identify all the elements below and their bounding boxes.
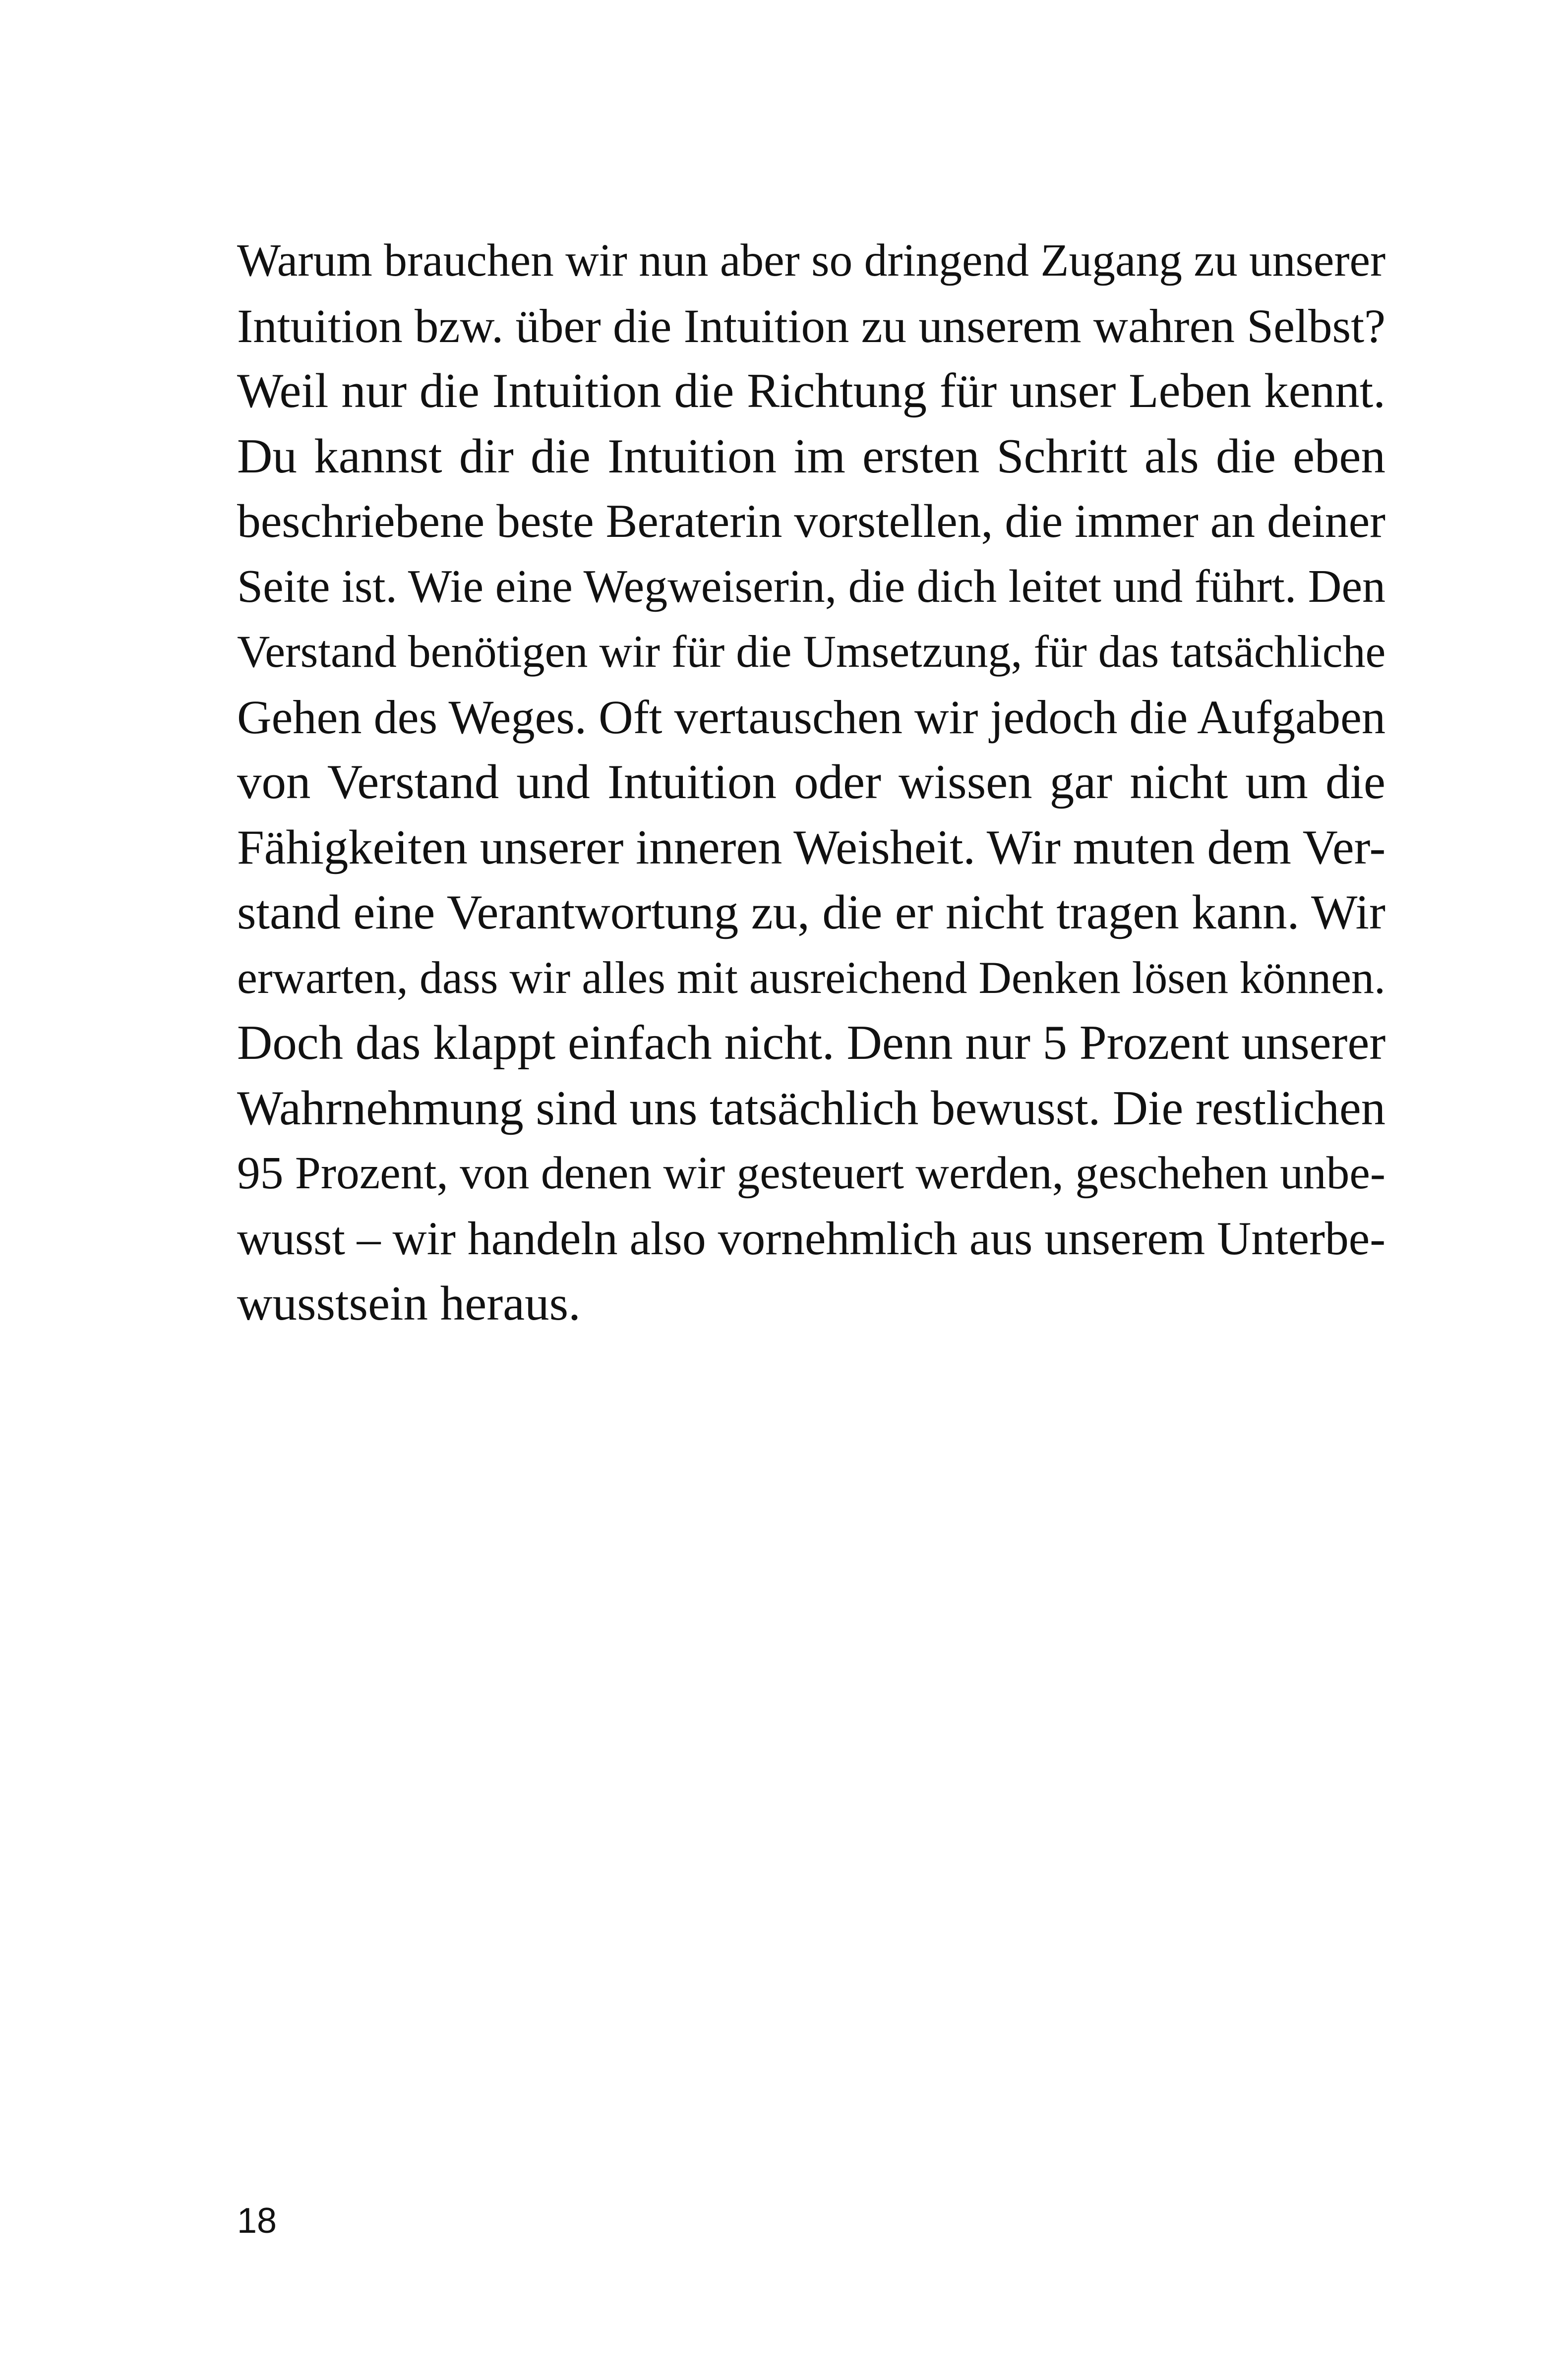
paragraph-line: beschriebene beste Beraterin vorstellen, die immer an deiner bbox=[237, 495, 1385, 547]
page-number: 18 bbox=[237, 2201, 277, 2241]
paragraph-line: Fähigkeiten unserer inneren Weisheit. Wir muten dem Ver- bbox=[237, 820, 1385, 874]
paragraph-line: wusst – wir handeln also vornehmlich aus unserem Unterbe- bbox=[237, 1212, 1385, 1265]
paragraph-line: stand eine Verantwortung zu, die er nicht tragen kann. Wir bbox=[237, 885, 1385, 939]
paragraph-line: Doch das klappt einfach nicht. Denn nur 5 Prozent unserer bbox=[237, 1016, 1385, 1070]
paragraph-line: erwarten, dass wir alles mit ausreichend Denken lösen können. bbox=[237, 952, 1385, 1003]
paragraph-line: Verstand benötigen wir für die Umsetzung, für das tatsächliche bbox=[237, 626, 1385, 677]
body-paragraph bbox=[237, 228, 1385, 1336]
paragraph-line: von Verstand und Intuition oder wissen gar nicht um die bbox=[237, 755, 1385, 809]
paragraph-line: Wahrnehmung sind uns tatsächlich bewusst. Die restlichen bbox=[237, 1081, 1385, 1135]
paragraph-line: Du kannst dir die Intuition im ersten Schritt als die eben bbox=[237, 429, 1385, 483]
paragraph-line: Intuition bzw. über die Intuition zu unserem wahren Selbst? bbox=[237, 299, 1385, 352]
paragraph-line: wusstsein heraus. bbox=[237, 1277, 581, 1331]
paragraph-line: Gehen des Weges. Oft vertauschen wir jedoch die Aufgaben bbox=[237, 690, 1385, 744]
paragraph-line: 95 Prozent, von denen wir gesteuert werden, geschehen unbe- bbox=[237, 1148, 1385, 1199]
paragraph-line: Seite ist. Wie eine Wegweiserin, die dich leitet und führt. Den bbox=[237, 560, 1385, 612]
paragraph-line: Weil nur die Intuition die Richtung für unser Leben kennt. bbox=[237, 364, 1385, 418]
paragraph-line: Warum brauchen wir nun aber so dringend Zugang zu unserer bbox=[237, 235, 1385, 286]
